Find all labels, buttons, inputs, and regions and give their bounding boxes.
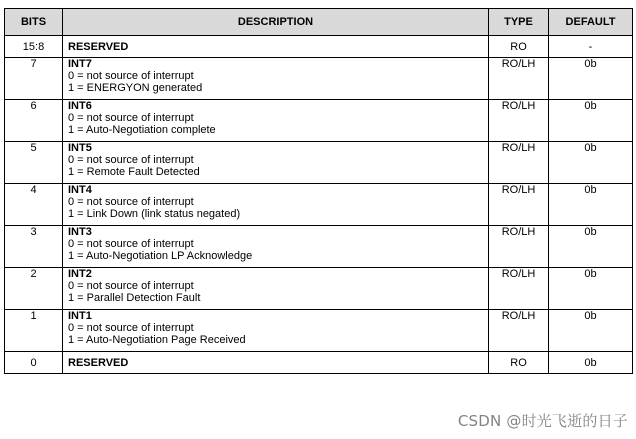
field-name: INT5 [68, 142, 92, 154]
default-cell: 0b [549, 268, 633, 310]
default-cell: 0b [549, 58, 633, 100]
description-cell [63, 310, 489, 352]
default-cell: 0b [549, 226, 633, 268]
description-line: 0 = not source of interrupt [68, 196, 194, 208]
table-row [5, 142, 633, 184]
type-cell: RO/LH [489, 184, 549, 226]
table-row [5, 36, 633, 58]
description-cell [63, 184, 489, 226]
table-row [5, 184, 633, 226]
bits-cell: 4 [5, 184, 63, 226]
watermark: CSDN @时光飞逝的日子 [457, 412, 628, 430]
description-line: 0 = not source of interrupt [68, 322, 194, 334]
default-cell: 0b [549, 184, 633, 226]
type-cell: RO/LH [489, 226, 549, 268]
bits-cell: 0 [5, 352, 63, 374]
table-row [5, 352, 633, 374]
register-table [4, 8, 633, 374]
bits-cell: 7 [5, 58, 63, 100]
description-line: 1 = Remote Fault Detected [68, 166, 200, 178]
default-cell: 0b [549, 100, 633, 142]
description-line: 0 = not source of interrupt [68, 70, 194, 82]
description-line: 1 = Link Down (link status negated) [68, 208, 241, 220]
header-row [5, 9, 633, 36]
field-name: INT6 [68, 100, 92, 112]
type-cell: RO/LH [489, 268, 549, 310]
description-line: 1 = Auto-Negotiation LP Acknowledge [68, 250, 253, 262]
table-row [5, 310, 633, 352]
type-cell: RO/LH [489, 58, 549, 100]
header-bits: BITS [5, 9, 63, 36]
description-line: 1 = Auto-Negotiation Page Received [68, 334, 246, 346]
type-cell: RO/LH [489, 310, 549, 352]
field-name: INT3 [68, 226, 92, 238]
table-row [5, 58, 633, 100]
type-cell: RO [489, 36, 549, 58]
field-name: RESERVED [68, 40, 129, 53]
bits-cell: 15:8 [5, 36, 63, 58]
header-description: DESCRIPTION [63, 9, 489, 36]
table-row [5, 100, 633, 142]
bits-cell: 2 [5, 268, 63, 310]
field-name: INT1 [68, 310, 92, 322]
field-name: INT4 [68, 184, 92, 196]
field-name: INT7 [68, 58, 92, 70]
description-line: 1 = Auto-Negotiation complete [68, 124, 216, 136]
header-type: TYPE [489, 9, 549, 36]
table-row [5, 268, 633, 310]
description-cell [63, 58, 489, 100]
type-cell: RO [489, 352, 549, 374]
default-cell: - [549, 36, 633, 58]
description-cell [63, 352, 489, 374]
header-default: DEFAULT [549, 9, 633, 36]
default-cell: 0b [549, 352, 633, 374]
default-cell: 0b [549, 142, 633, 184]
description-cell [63, 36, 489, 58]
type-cell: RO/LH [489, 100, 549, 142]
bits-cell: 5 [5, 142, 63, 184]
bits-cell: 1 [5, 310, 63, 352]
description-line: 1 = Parallel Detection Fault [68, 292, 201, 304]
description-cell [63, 226, 489, 268]
type-cell: RO/LH [489, 142, 549, 184]
description-line: 0 = not source of interrupt [68, 112, 194, 124]
description-cell [63, 268, 489, 310]
description-cell [63, 142, 489, 184]
description-line: 1 = ENERGYON generated [68, 82, 203, 94]
field-name: INT2 [68, 268, 92, 280]
description-line: 0 = not source of interrupt [68, 280, 194, 292]
table-row [5, 226, 633, 268]
default-cell: 0b [549, 310, 633, 352]
description-cell [63, 100, 489, 142]
field-name: RESERVED [68, 356, 129, 369]
description-line: 0 = not source of interrupt [68, 154, 194, 166]
bits-cell: 3 [5, 226, 63, 268]
description-line: 0 = not source of interrupt [68, 238, 194, 250]
bits-cell: 6 [5, 100, 63, 142]
